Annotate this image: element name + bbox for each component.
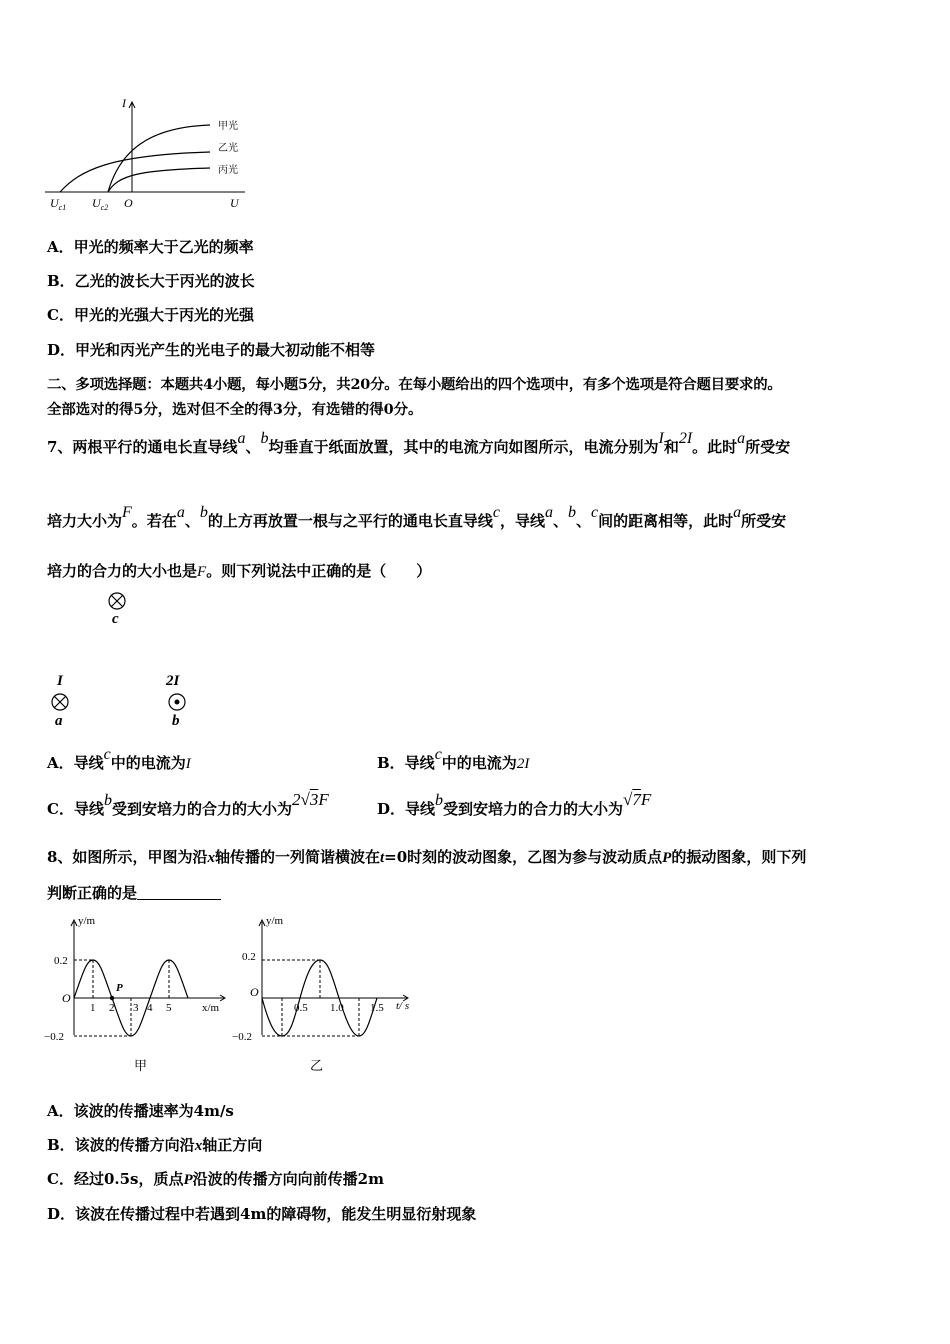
- y-top-label: 0.2: [242, 951, 256, 963]
- y-axis-label: y/m: [78, 915, 96, 927]
- q7-wire-figure: [40, 585, 240, 735]
- q6-option-c: C．甲光的光强大于丙光的光强: [47, 306, 254, 324]
- answer-blank[interactable]: [137, 885, 221, 900]
- label-jia: 甲光: [218, 121, 238, 132]
- curve-bing: [108, 168, 210, 192]
- q6-option-a: A．甲光的频率大于乙光的频率: [47, 238, 254, 256]
- curve-yi: [60, 152, 210, 192]
- section2-instruction-line1: 二、多项选择题：本题共4小题，每小题5分，共20分。在每小题给出的四个选项中，有多个选项是符合题目要求的。: [47, 376, 782, 393]
- y-axis-label: y/m: [266, 915, 284, 927]
- point-p-marker: [110, 996, 114, 1000]
- tick-4: 4: [147, 1002, 153, 1014]
- t-axis-label: t/ s: [396, 1000, 410, 1012]
- label-bing: 丙光: [218, 165, 238, 176]
- wire-a-current-label: I: [57, 673, 63, 689]
- tick-5: 5: [166, 1002, 172, 1014]
- q6-option-b: B．乙光的波长大于丙光的波长: [47, 272, 255, 290]
- q8-line1: 8、如图所示，甲图为沿x轴传播的一列简谐横波在t=0时刻的波动图象，乙图为参与波动质点P的振动图象，则下列: [47, 848, 807, 866]
- section2-instruction-line2: 全部选对的得5分，选对但不全的得3分，有选错的得0分。: [47, 401, 423, 418]
- wire-b-label: b: [172, 713, 180, 729]
- wire-b-out-of-page-icon: [169, 694, 185, 710]
- q8-option-c: C．经过0.5s，质点P沿波的传播方向向前传播2m: [47, 1170, 384, 1188]
- x-axis-label: x/m: [202, 1002, 220, 1014]
- wire-c-label: c: [112, 611, 119, 627]
- photoelectric-iu-graph: [40, 95, 250, 220]
- y-bottom-label: −0.2: [44, 1031, 64, 1043]
- q7-option-d: D．导线b受到安培力的合力的大小为√7F: [377, 790, 652, 818]
- vibration-graph-yi: [232, 910, 427, 1075]
- q8-option-b: B．该波的传播方向沿x轴正方向: [47, 1136, 263, 1154]
- tick-1-0: 1.0: [330, 1002, 344, 1014]
- label-yi: 乙光: [218, 143, 238, 154]
- figure-caption-jia: 甲: [134, 1058, 148, 1073]
- q7-option-c: C．导线b受到安培力的合力的大小为2√3F: [47, 790, 329, 818]
- q7-option-b: B．导线c中的电流为2I: [377, 746, 530, 772]
- curve-jia: [108, 125, 210, 192]
- q7-option-a: A．导线c中的电流为I: [47, 746, 191, 772]
- q7-line2: 培力大小为F。若在a、b的上方再放置一根与之平行的通电长直导线c，导线a、b、c间的距离相等，此时a所受安: [47, 504, 787, 530]
- q8-option-d: D．该波在传播过程中若遇到4m的障碍物，能发生明显衍射现象: [47, 1205, 477, 1223]
- wire-b-current-label: 2I: [166, 673, 180, 689]
- q7-line1: 7、两根平行的通电长直导线a、b均垂直于纸面放置，其中的电流方向如图所示，电流分别为I和2I。此时a所受安: [47, 430, 791, 456]
- tick-2: 2: [109, 1002, 115, 1014]
- q8-option-a: A．该波的传播速率为4m/s: [47, 1102, 234, 1120]
- wire-a-into-page-icon: [52, 694, 68, 710]
- y-bottom-label: −0.2: [232, 1031, 252, 1043]
- wire-a-label: a: [55, 713, 63, 729]
- origin-label: O: [250, 985, 259, 999]
- wave-graph-jia: [42, 910, 232, 1075]
- x-axis-label: U: [230, 196, 239, 210]
- y-axis-label: I: [122, 96, 126, 110]
- tick-0-5: 0.5: [294, 1002, 308, 1014]
- tick-1-5: 1.5: [370, 1002, 384, 1014]
- y-top-label: 0.2: [54, 955, 68, 967]
- origin-label: O: [62, 991, 71, 1005]
- uc1-label: $U_{c1}$: [50, 196, 67, 212]
- q7-line3: 培力的合力的大小也是F。则下列说法中正确的是（ ）: [47, 562, 432, 580]
- origin-label: O: [124, 196, 133, 210]
- tick-1: 1: [90, 1002, 96, 1014]
- q8-line2: 判断正确的是: [47, 882, 221, 903]
- q6-option-d: D．甲光和丙光产生的光电子的最大初动能不相等: [47, 341, 376, 359]
- figure-caption-yi: 乙: [310, 1058, 324, 1073]
- tick-3: 3: [133, 1002, 139, 1014]
- wire-c-into-page-icon: [109, 593, 125, 609]
- uc2-label: $U_{c2}$: [92, 196, 109, 212]
- point-p-label: P: [116, 982, 123, 994]
